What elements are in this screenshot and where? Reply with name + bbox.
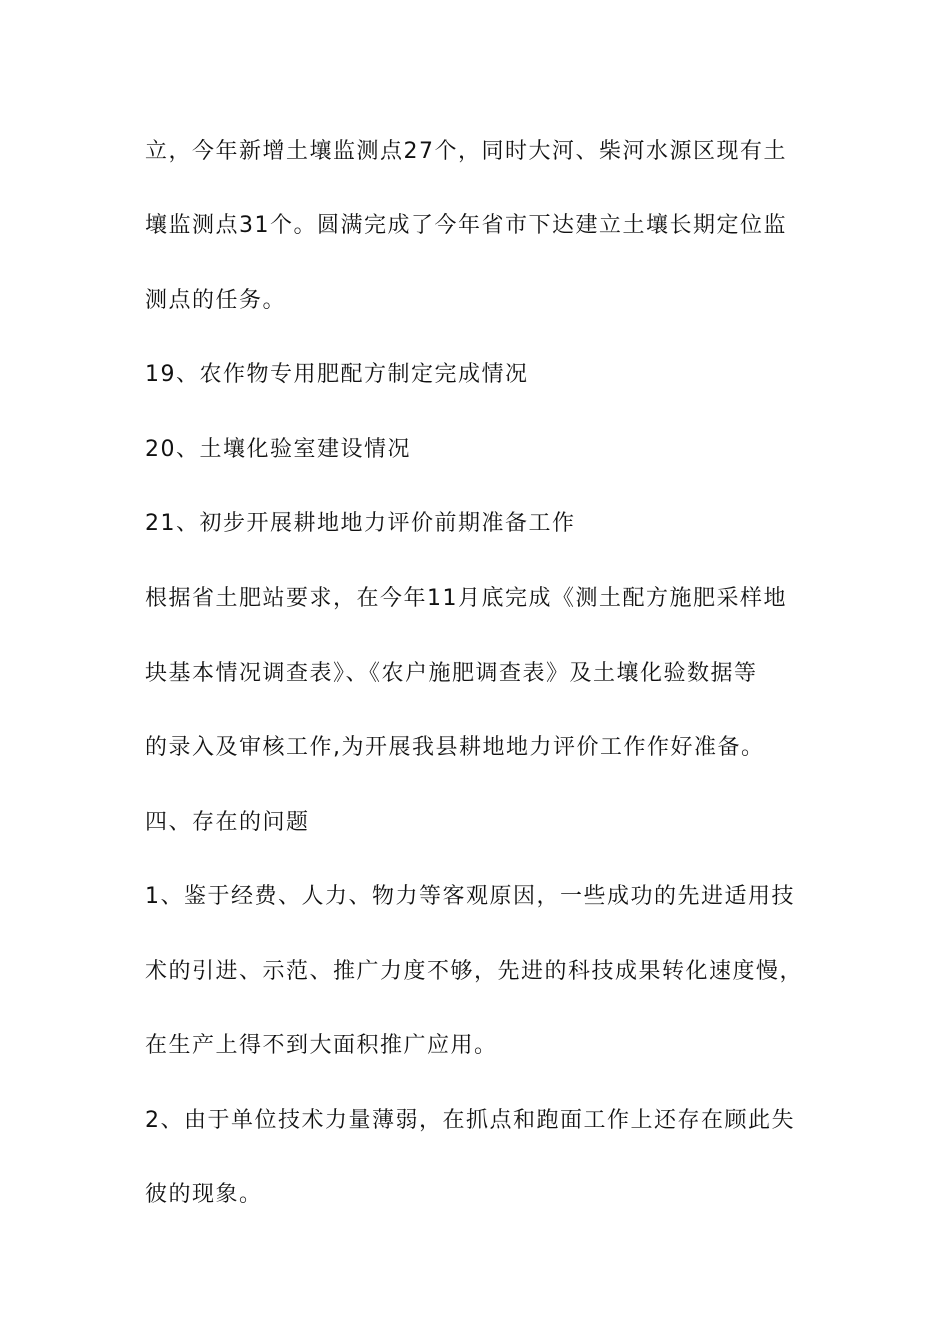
paragraph-line: 术的引进、示范、推广力度不够，先进的科技成果转化速度慢， (145, 959, 804, 984)
section-heading-21: 21、初步开展耕地地力评价前期准备工作 (145, 511, 576, 536)
paragraph-line: 在生产上得不到大面积推广应用。 (145, 1033, 498, 1058)
section-heading-problems: 四、存在的问题 (145, 810, 310, 835)
paragraph-line: 2、由于单位技术力量薄弱，在抓点和跑面工作上还存在顾此失 (145, 1108, 795, 1133)
section-heading-19: 19、农作物专用肥配方制定完成情况 (145, 362, 529, 387)
paragraph-line: 立，今年新增土壤监测点27个，同时大河、柴河水源区现有土 (145, 139, 787, 164)
paragraph-line: 块基本情况调查表》、《农户施肥调查表》及土壤化验数据等 (145, 661, 758, 686)
paragraph-line: 根据省土肥站要求，在今年11月底完成《测土配方施肥采样地 (145, 586, 787, 611)
paragraph-line: 壤监测点31个。圆满完成了今年省市下达建立土壤长期定位监 (145, 213, 787, 238)
paragraph-line: 的录入及审核工作,为开展我县耕地地力评价工作作好准备。 (145, 735, 765, 760)
paragraph-line: 彼的现象。 (145, 1182, 263, 1207)
section-heading-20: 20、土壤化验室建设情况 (145, 437, 411, 462)
paragraph-line: 1、鉴于经费、人力、物力等客观原因，一些成功的先进适用技 (145, 884, 795, 909)
paragraph-line: 测点的任务。 (145, 288, 287, 313)
